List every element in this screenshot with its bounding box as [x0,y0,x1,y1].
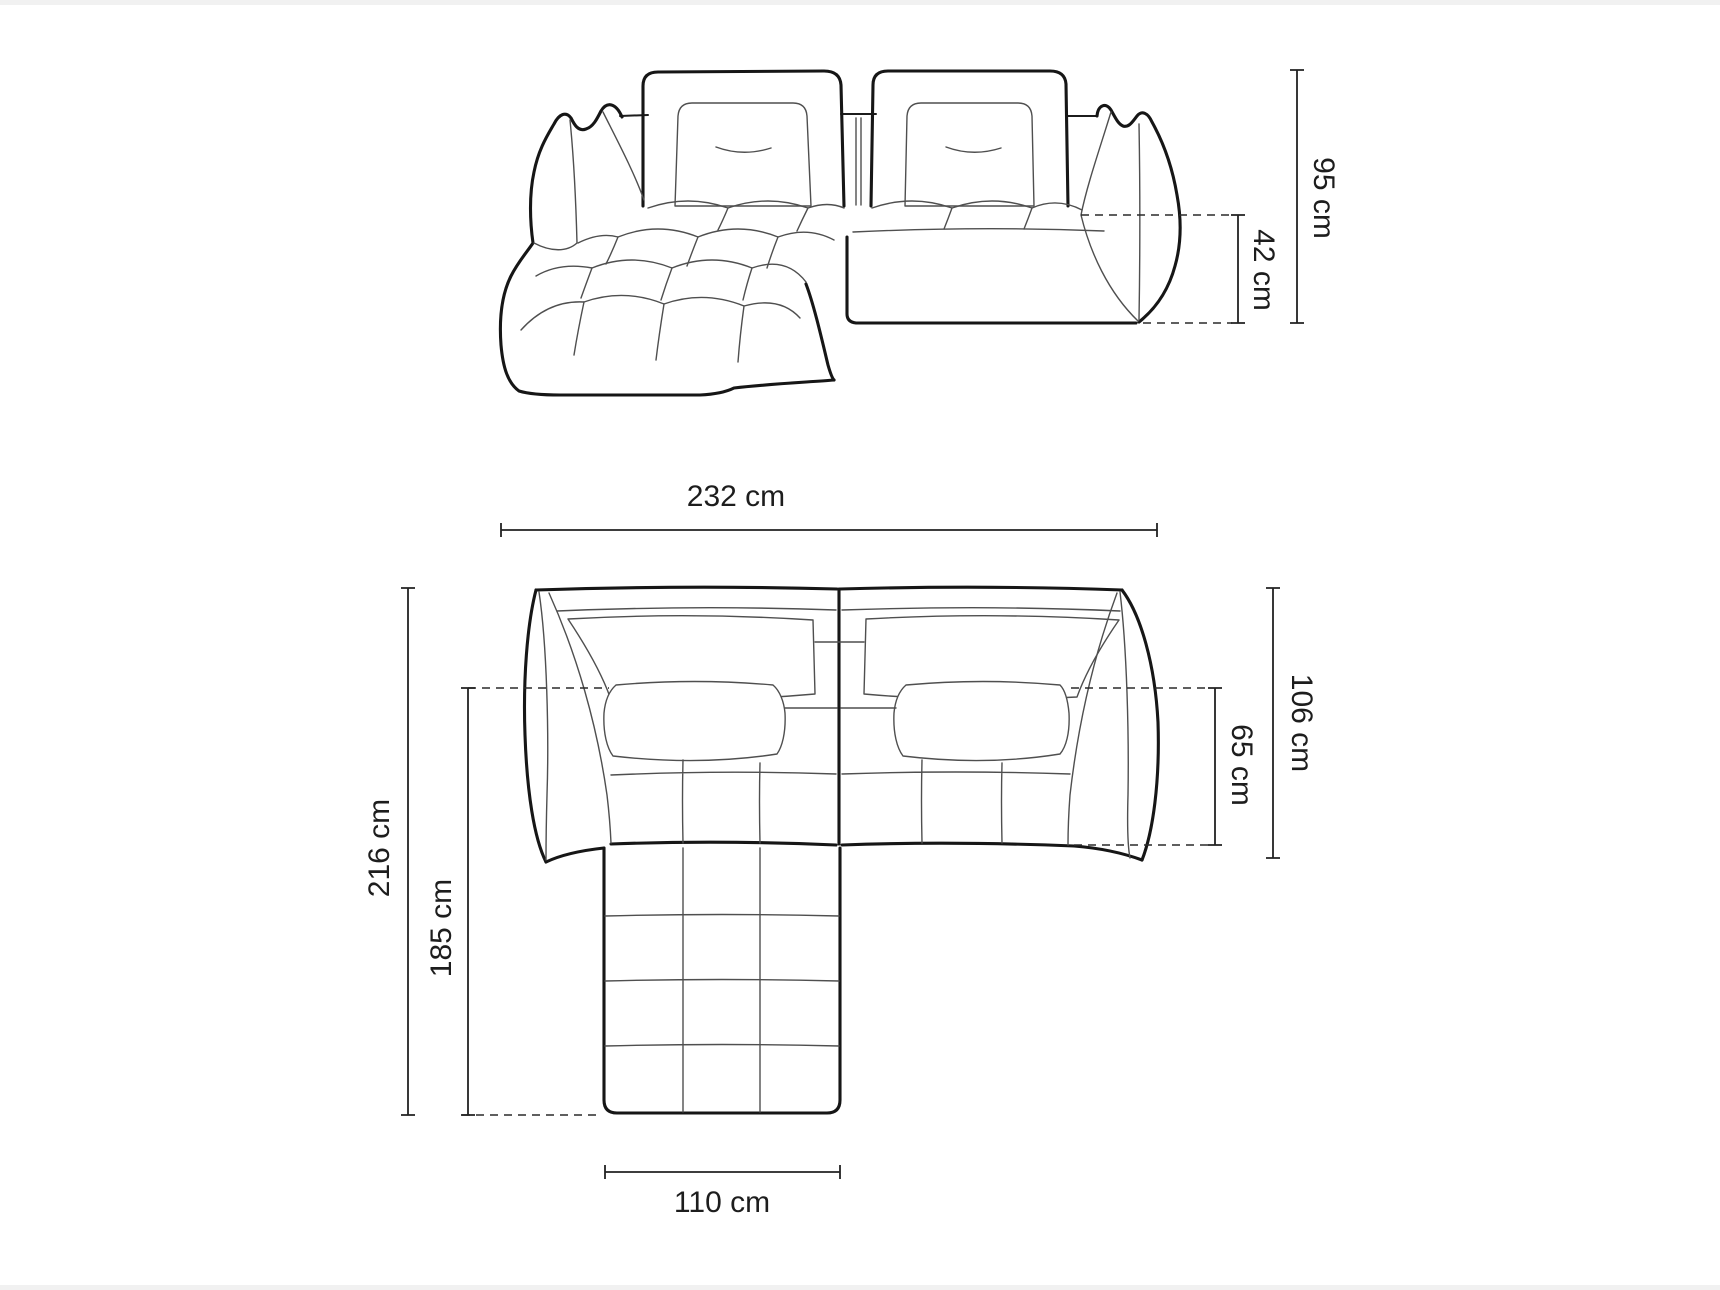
right-arm-plan-creases [1068,592,1130,858]
dim-label-seat-height: 42 cm [1247,229,1281,311]
dim-line-chaise-width [605,1165,840,1179]
dim-label-seat-depth: 65 cm [1225,724,1259,806]
pillow-left [675,103,811,206]
seat-tufting [521,201,1104,362]
dim-label-body-depth: 106 cm [1285,673,1319,773]
module-split-line [856,118,861,205]
front-view-dimensions [1081,70,1340,323]
dim-line-total-depth [401,588,415,1115]
dim-line-chaise-depth [461,688,475,1115]
dim-label-chaise-width: 110 cm [673,1186,771,1219]
dim-line-seat-height [1231,215,1245,323]
pillow-left-plan [604,682,785,761]
top-view [363,480,1318,1219]
left-arm-plan-bottom [546,848,604,862]
right-arm-creases [1081,112,1140,321]
dim-line-body-depth [1266,588,1280,858]
front-view [500,70,1340,395]
pillow-right [905,103,1034,206]
seat-front-edge-plan [611,842,1074,846]
chaise-grid [605,848,839,1112]
dim-line-seat-depth [1208,688,1222,845]
dim-label-total-height: 95 cm [1307,157,1341,239]
left-arm-plan-creases [539,592,611,860]
dim-label-total-width: 232 cm [686,480,786,513]
dim-line-total-width [501,523,1157,537]
dim-line-total-height [1290,70,1304,323]
pillow-right-plan [894,682,1069,761]
dim-label-total-depth: 216 cm [362,798,396,898]
backrest-top-edge [536,587,1122,590]
right-arm-plan-bottom [1074,846,1142,860]
chaise-front-edge [806,284,834,380]
dim-label-chaise-depth: 185 cm [424,878,458,978]
